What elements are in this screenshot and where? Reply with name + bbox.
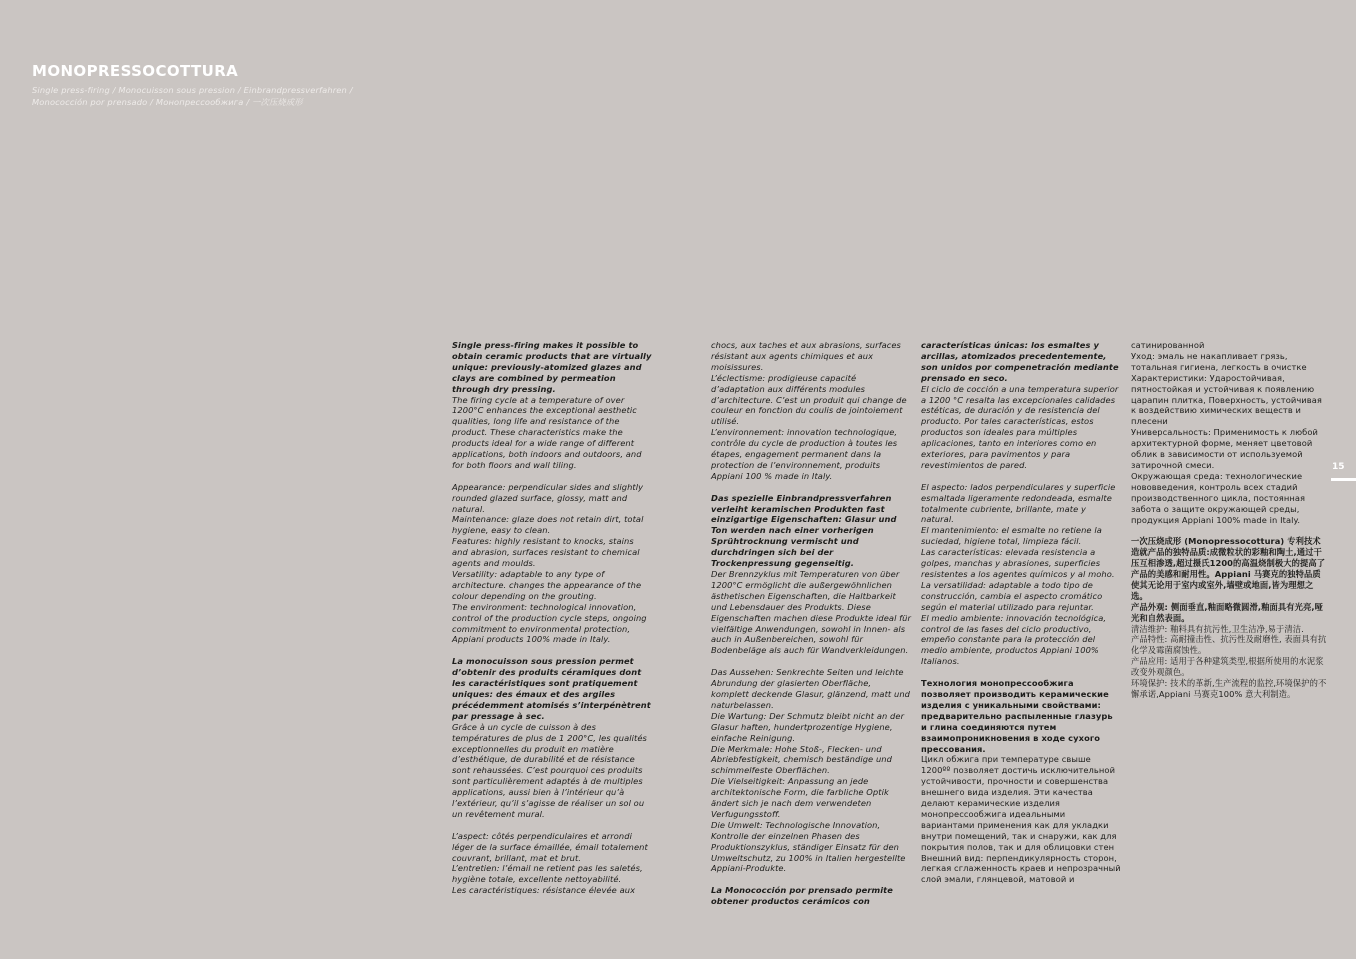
paragraph: Features: highly resistant to knocks, stains and abrasion, surfaces resistant to chemical agents and moulds.	[452, 536, 640, 569]
paragraph: Универсальность: Применимость к любой архитектурной форме, меняет цветовой облик в зависимости от используемой затирочной смеси.	[1131, 427, 1319, 470]
paragraph: Single press-firing makes it possible to obtain ceramic products that are virtually unique: previously-atomized glazes and clays are combined by permeation through dry pressing.	[452, 340, 652, 394]
paragraph: сатинированной	[1131, 340, 1205, 350]
text-column-french-german	[711, 340, 911, 907]
paragraph: Die Vielseitigkeit: Anpassung an jede architektonische Form, die farbliche Optik ändert sich je nach dem verwendeten Verfugungsstoff.	[711, 776, 889, 819]
paragraph: The firing cycle at a temperature of over 1200°C enhances the exceptional aesthetic qualities, long life and resistance of the product. These characteristics make the products ideal for a wide range of different applications, both indoors and outdoors, and for both floors and wall tiling.	[452, 394, 642, 470]
paragraph: Grâce à un cycle de cuisson à des températures de plus de 1 200°C, les qualités exceptionnelles du produit en matière d’esthétique, de durabilité et de résistance sont rehaussées. C’est pourquoi ces produits sont particulièrement adaptés à de multiples applications, aussi bien à l’intérieur qu’à l’extérieur, qu’il s’agisse de réaliser un sol ou un revêtement mural.	[452, 721, 647, 819]
paragraph: Maintenance: glaze does not retain dirt, total hygiene, easy to clean.	[452, 514, 644, 536]
subtitle-line-2: Monococción por prensado / Монопрессообжига / 一次压烧成形	[32, 97, 303, 107]
text-column-spanish-russian	[921, 340, 1121, 885]
paragraph: Las características: elevada resistencia a golpes, manchas y abrasiones, superficies resistentes a los agentes químicos y al moho.	[921, 547, 1115, 580]
paragraph: Die Merkmale: Hohe Stoß-, Flecken- und Abriebfestigkeit, chemisch beständige und schimmelfeste Oberflächen.	[711, 743, 892, 776]
paragraph: 清洁维护: 釉料具有抗污性,卫生洁净,易于清洁.	[1131, 623, 1304, 634]
paragraph: 一次压烧成形 (Monopressocottura) 专利技术造就产品的独特品质:成微粒状的彩釉和陶土,通过干压互相渗透,超过摄氏1200的高温烧制极大的提高了产品的美感和耐用性。Appiani 马赛克的独特品质使其无论用于室内或室外,墙壁或地面,皆为理想之选。	[1131, 536, 1326, 601]
paragraph: La Monococción por prensado permite obtener productos cerámicos con	[711, 885, 893, 907]
paragraph: Технология монопрессообжига позволяет производить керамические изделия с уникальными свойствами: предварительно распыленные глазурь и глина соединяются путем взаимопроникновения в ходе сухого прессования.	[921, 678, 1113, 754]
paragraph: El mantenimiento: el esmalte no retiene la suciedad, higiene total, limpieza fácil.	[921, 525, 1102, 547]
paragraph: L’environnement: innovation technologique, contrôle du cycle de production à toutes les étapes, engagement permanent dans la protection de l’environnement, produits Appiani 100 % made in Italy.	[711, 427, 898, 481]
page-number-rule	[1331, 478, 1356, 481]
paragraph: L’entretien: l’émail ne retient pas les saletés, hygiène totale, excellente nettoyabilité.	[452, 863, 643, 885]
paragraph: Der Brennzyklus mit Temperaturen von über 1200°C ermöglicht die außergewöhnlichen ästhetischen Eigenschaften, die Haltbarkeit und Lebensdauer des Produkts. Diese Eigenschaften machen diese Produkte ideal für vielfältige Anwendungen, sowohl in Innen- als auch in Außenbereichen, sowohl für Bodenbeläge als auch für Wandverkleidungen.	[711, 569, 912, 656]
paragraph: L’éclectisme: prodigieuse capacité d’adaptation aux différents modules d’architecture. C’est un produit qui change de couleur en fonction du coulis de jointoiement utilisé.	[711, 372, 907, 427]
paragraph: Внешний вид: перпендикулярность сторон, легкая сглаженность краев и непрозрачный слой эмали, глянцевой, матовой и	[921, 852, 1121, 885]
paragraph: Die Umwelt: Technologische Innovation, Kontrolle der einzelnen Phasen des Produktionszyklus, ständiger Einsatz für den Umweltschutz, zu 100% in Italien hergestellte Appiani-Produkte.	[711, 819, 906, 874]
paragraph: La monocuisson sous pression permet d’obtenir des produits céramiques dont les caractéristiques sont pratiquement uniques: des émaux et des argiles précédemment atomisés s’interpénètrent par pressage à sec.	[452, 656, 651, 721]
paragraph: El medio ambiente: innovación tecnológica, control de las fases del ciclo productivo, empeño constante para la protección del medio ambiente, productos Appiani 100% Italianos.	[921, 612, 1107, 667]
text-column-russian-chinese	[1131, 340, 1327, 700]
paragraph: Характеристики: Ударостойчивая, пятностойкая и устойчивая к появлению царапин плитка, Поверхность, устойчивая к воздействию химических веществ и плесени	[1131, 372, 1322, 427]
paragraph: Уход: эмаль не накапливает грязь, тотальная гигиена, легкость в очистке	[1131, 350, 1307, 372]
paragraph: Les caractéristiques: résistance élevée aux	[452, 885, 636, 896]
paragraph: El aspecto: lados perpendiculares y superficie esmaltada ligeramente redondeada, esmalte totalmente cubriente, brillante, mate y natural.	[921, 481, 1116, 525]
text-column-english-french	[452, 340, 652, 896]
paragraph: Окружающая среда: технологические нововведения, контроль всех стадий производственного цикла, постоянная забота о защите окружающей среды, продукция Appiani 100% made in Italy.	[1131, 470, 1306, 525]
paragraph: Das spezielle Einbrandpressverfahren verleiht keramischen Produkten fast einzigartige Eigenschaften: Glasur und Ton werden nach einer vorherigen Sprühtrocknung vermischt und durchdringen sich bei der Trockenpressung gegenseitig.	[711, 492, 897, 569]
paragraph: Цикл обжига при температуре свыше 1200ºº позволяет достичь исключительной устойчивости, прочности и совершенства внешнего вида изделия. Эти качества делают керамические изделия монопрессообжига идеальными вариантами применения как для укладки внутри помещений, так и снаружи, как для покрытия полов, так и для облицовки стен	[921, 754, 1117, 852]
paragraph: Versatility: adaptable to any type of architecture. changes the appearance of the colour depending on the grouting.	[452, 569, 642, 601]
paragraph: La versatilidad: adaptable a todo tipo de construcción, cambia el aspecto cromático según el material utilizado para rejuntar.	[921, 579, 1103, 612]
paragraph: Die Wartung: Der Schmutz bleibt nicht an der Glasur haften, hundertprozentige Hygiene, einfache Reinigung.	[711, 710, 905, 743]
paragraph: Appearance: perpendicular sides and slightly rounded glazed surface, glossy, matt and natural.	[452, 481, 644, 514]
paragraph: L’aspect: côtés perpendiculaires et arrondi léger de la surface émaillée, émail totalement couvrant, brillant, mat et brut.	[452, 830, 648, 863]
paragraph: 环境保护: 技术的革新,生产流程的监控,环境保护的不懈承诺,Appiani 马赛克100% 意大利制造。	[1131, 678, 1327, 699]
paragraph: chocs, aux taches et aux abrasions, surfaces résistant aux agents chimiques et aux moisissures.	[711, 340, 901, 372]
paragraph: The environment: technological innovation, control of the production cycle steps, ongoing commitment to environmental protection, Appiani products 100% made in Italy.	[452, 601, 647, 645]
page-number: 15	[1332, 462, 1345, 472]
subtitle-line-1: Single press-firing / Monocuisson sous pression / Einbrandpressverfahren /	[32, 85, 353, 95]
paragraph: Das Aussehen: Senkrechte Seiten und leichte Abrundung der glasierten Oberfläche, komplett deckende Glasur, glänzend, matt und naturbelassen.	[711, 667, 911, 710]
paragraph: 产品特性: 高耐撞击性、抗污性及耐磨性, 表面具有抗化学及霉菌腐蚀性。	[1131, 634, 1327, 656]
paragraph: características únicas: los esmaltes y arcillas, atomizados precedentemente, son unidos por compenetración mediante prensado en seco.	[921, 340, 1119, 383]
paragraph: El ciclo de cocción a una temperatura superior a 1200 °C resalta las excepcionales calidades estéticas, de duración y de resistencia del producto. Por tales características, estos productos son ideales para múltiples aplicaciones, tanto en interiores como en exteriores, para pavimentos y para revestimientos de pared.	[921, 383, 1119, 470]
paragraph: 产品应用: 适用于各种建筑类型,根据所使用的水泥浆改变外观颜色。	[1131, 656, 1324, 678]
paragraph: 产品外观: 侧面垂直,釉面略微圆滑,釉面具有光亮,哑光和自然表面。	[1131, 601, 1323, 623]
page-title: MONOPRESSOCOTTURA	[32, 62, 239, 80]
